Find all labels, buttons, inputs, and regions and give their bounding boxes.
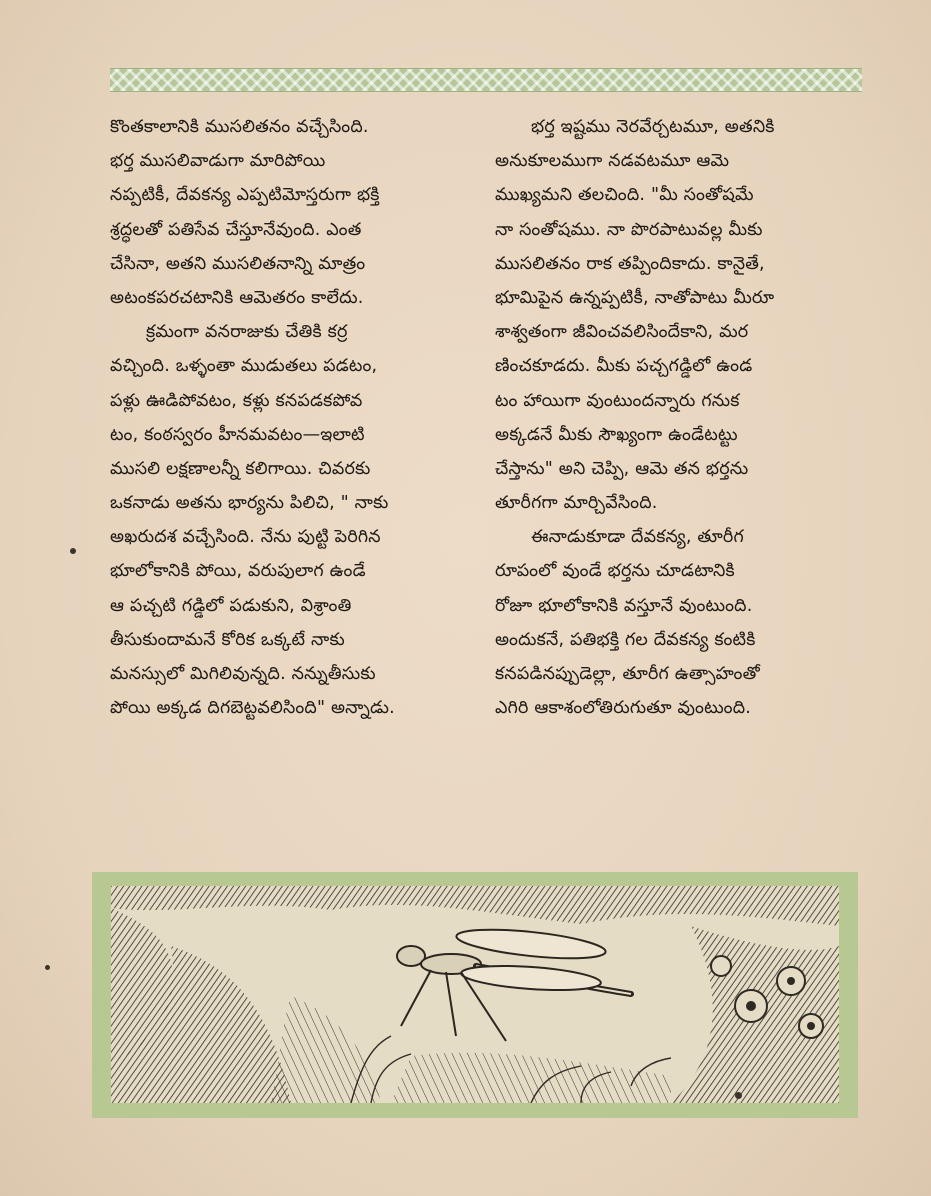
text-line: అక్కడనే మీకు సౌఖ్యంగా ఉండేటట్టు xyxy=(495,424,738,445)
text-line: పళ్లు ఊడిపోవటం, కళ్లు కనపడకపోవ xyxy=(110,390,363,411)
text-line: ణించకూడదు. మీకు పచ్చగడ్డిలో ఉండ xyxy=(495,356,753,377)
text-line: శాశ్వతంగా జీవించవలిసిందేకాని, మర xyxy=(495,322,749,343)
text-line: క్రమంగా వనరాజుకు చేతికి కర్ర xyxy=(146,322,348,343)
text-line: చేసినా, అతని ముసలితనాన్ని మాత్రం xyxy=(110,253,366,274)
text-line: నా సంతోషము. నా పొరపాటువల్ల మీకు xyxy=(495,219,763,240)
text-line: ఆ పచ్చటి గడ్డిలో పడుకుని, విశ్రాంతి xyxy=(110,595,352,616)
text-line: శ్రద్ధలతో పతిసేవ చేస్తూనేవుంది. ఎంత xyxy=(110,219,362,240)
text-line: చేస్తాను" అని చెప్పి, ఆమె తన భర్తను xyxy=(495,458,749,479)
text-line: అటంకపరచటానికి ఆమెతరం కాలేదు. xyxy=(110,287,364,308)
text-line: ఒకనాడు అతను భార్యను పిలిచి, " నాకు xyxy=(110,493,389,514)
ink-spot xyxy=(735,1092,742,1099)
text-line: పోయి అక్కడ దిగబెట్టవలిసింది" అన్నాడు. xyxy=(110,698,395,719)
text-line: తీసుకుందామనే కోరిక ఒక్కటే నాకు xyxy=(110,629,345,650)
text-line: టం, కంఠస్వరం హీనమవటం—ఇలాటి xyxy=(110,424,365,445)
text-line: అనుకూలముగా నడవటమూ ఆమె xyxy=(495,151,730,172)
ink-spot xyxy=(70,548,76,554)
text-line: భూలోకానికి పోయి, వరుపులాగ ఉండే xyxy=(110,561,366,582)
decorative-top-border xyxy=(110,68,862,92)
illustration-drawing xyxy=(111,886,839,1103)
ink-spot xyxy=(45,965,50,970)
text-line: అందుకనే, పతిభక్తి గల దేవకన్య కంటికి xyxy=(495,629,756,650)
text-line: ముసలి లక్షణాలన్నీ కలిగాయి. చివరకు xyxy=(110,458,371,479)
text-line: కనపడినప్పుడెల్లా, తూరీగ ఉత్సాహంతో xyxy=(495,664,760,684)
dragonfly-illustration xyxy=(92,872,858,1118)
text-line: నప్పటికీ, దేవకన్య ఎప్పటిమోస్తరుగా భక్తి xyxy=(110,185,380,206)
text-line: భర్త ఇష్టము నెరవేర్చటమూ, అతనికి xyxy=(531,117,775,137)
text-line: ముసలితనం రాక తప్పిందికాదు. కానైతే, xyxy=(495,253,765,274)
right-text-column xyxy=(495,110,870,725)
left-text-column xyxy=(110,110,490,725)
text-line: ముఖ్యమని తలచింది. "మీ సంతోషమే xyxy=(495,185,754,206)
text-line: టం హాయిగా వుంటుందన్నారు గనుక xyxy=(495,390,740,411)
text-line: మనస్సులో మిగిలివున్నది. నన్నుతీసుకు xyxy=(110,664,376,684)
text-line: తూరీగగా మార్చివేసింది. xyxy=(495,493,658,514)
text-line: భూమిపైన ఉన్నప్పటికీ, నాతోపాటు మీరూ xyxy=(495,287,775,308)
text-line: ఎగిరి ఆకాశంలోతిరుగుతూ వుంటుంది. xyxy=(495,698,752,719)
text-line: వచ్చింది. ఒళ్ళంతా ముడుతలు పడటం, xyxy=(110,356,378,377)
text-line: అఖరుదశ వచ్చేసింది. నేను పుట్టి పెరిగిన xyxy=(110,527,381,548)
text-line: రోజూ భూలోకానికి వస్తూనే వుంటుంది. xyxy=(495,595,753,616)
text-line: ఈనాడుకూడా దేవకన్య, తూరీగ xyxy=(531,527,744,548)
text-line: భర్త ముసలివాడుగా మారిపోయి xyxy=(110,151,326,172)
text-line: కొంతకాలానికి ముసలితనం వచ్చేసింది. xyxy=(110,117,369,137)
text-line: రూపంలో వుండే భర్తను చూడటానికి xyxy=(495,561,735,582)
